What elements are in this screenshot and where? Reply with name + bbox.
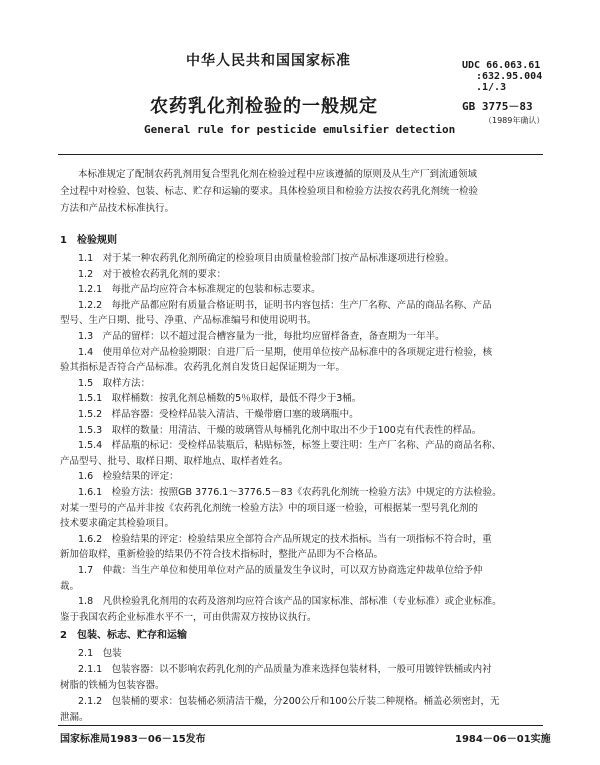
clause-line: 型号、生产日期、批号、净重、产品标准编号和使用说明书。 [60,315,317,327]
clause-line: 鉴于我国农药企业标准水平不一，可由供需双方按协议执行。 [60,611,317,623]
standard-type: 中华人民共和国国家标准 [186,53,351,69]
clause-line: 2.1 包装 [78,648,122,659]
udc-line: UDC 66.063.61 [462,60,541,71]
clause-line: 产品型号、批号、取样日期、取样地点、取样者姓名。 [60,455,289,467]
clause-line: 2.1.2 包装桶的要求：包装桶必须清洁干燥，分200公斤和100公斤装二种规格。桶盖必须密封，无 [78,696,500,707]
clause-line: 技术要求确定其检验项目。 [60,518,175,530]
document-title: 农药乳化剂检验的一般规定 [150,96,378,117]
udc-line: :632.95.004 [476,71,543,82]
clause-line: 1.6.1 检验方法：按照GB 3776.1～3776.5－83《农药乳化剂统一检验方法》中规定的方法检验。 [78,487,502,498]
effective-date: 1984－06－01实施 [455,734,551,745]
clause-line: 1.5.3 取样的数量：用清洁、干燥的玻璃管从每桶乳化剂中取出不少于100克有代表性的样品。 [78,424,482,436]
clause-line: 1.1 对于某一种农药乳化剂所确定的检验项目由质量检验部门按产品标准逐项进行检验。 [78,253,455,264]
clause-line: 1.7 仲裁：当生产单位和使用单位对产品的质量发生争议时，可以双方协商选定仲裁单位给予仲 [78,565,483,576]
clause-line: 1.3 产品的留样：以不超过混合槽容量为一批，每批均应留样备查，备查期为一年半。 [78,331,445,342]
clause-line: 1.6 检验结果的评定： [78,471,179,483]
clause-line: 树脂的铁桶为包装容器。 [60,680,165,691]
clause-line: 验其指标是否符合产品标准。农药乳化剂自发货日起保证期为一年。 [60,362,346,374]
clause-line: 1.4 使用单位对产品检验期限：自进厂后一星期，使用单位按产品标准中的各项规定进行检验，核 [78,346,493,358]
clause-line: 1.6.2 检验结果的评定：检验结果应全部符合产品所规定的技术指标。当有一项指标不符合时，重 [78,533,492,545]
clause-line: 裁。 [60,580,80,592]
section-heading: 1 检验规则 [60,235,117,246]
footer-divider [58,725,543,726]
confirmed-year: （1989年确认） [484,116,545,125]
clause-line: 1.5.2 样品容器：受检样品装入清洁、干燥带磨口塞的玻璃瓶中。 [78,409,359,420]
issue-date: 国家标准局1983－06－15发布 [60,734,206,745]
clause-line: 1.5 取样方法： [78,377,151,389]
clause-line: 1.5.1 取样桶数：按乳化剂总桶数的5％取样，最低不得少于3桶。 [78,393,362,405]
intro-line: 本标准规定了配制农药乳剂用复合型乳化剂在检验过程中应该遵循的原则及从生产厂到流通领域 [78,169,478,180]
clause-line: 1.2.1 每批产品均应符合本标准规定的包装和标志要求。 [78,284,321,296]
udc-code [462,60,542,93]
clause-line: 2.1.1 包装容器：以不影响农药乳化剂的产品质量为准来选择包装材料，一般可用镀锌铁桶或内衬 [78,664,492,675]
clause-line: 新加倍取样，重新检验的结果仍不符合技术指标时，整批产品即为不合格品。 [60,549,384,561]
intro-line: 全过程中对检验、包装、标志、贮存和运输的要求。具体检验项目和检验方法按农药乳化剂统一检验 [60,186,479,197]
header-divider [58,154,543,155]
gb-code: GB 3775－83 [462,100,533,113]
clause-line: 泄漏。 [60,712,89,723]
clause-line: 1.5.4 样品瓶的标记：受检样品装瓶后，粘贴标签，标签上要注明：生产厂名称、产品的商品名称、 [78,440,502,452]
section-heading: 2 包装、标志、贮存和运输 [60,630,187,641]
intro-line: 方法和产品技术标准执行。 [60,203,175,214]
udc-line: .1/.3 [476,82,507,93]
clause-line: 1.2.2 每批产品都应附有质量合格证明书，证明书内容包括：生产厂名称、产品的商品名称、产品 [78,299,492,311]
clause-line: 1.8 凡供检验乳化剂用的农药及溶剂均应符合该产品的国家标准、部标准（专业标准）或企业标准。 [78,596,502,608]
document-title-english: General rule for pesticide emulsifier detection [144,123,456,136]
clause-line: 1.2 对于被检农药乳化剂的要求： [78,268,227,280]
clause-line: 对某一型号的产品并非按《农药乳化剂统一检验方法》中的项目逐一检验，可根据某一型号乳化剂的 [60,502,479,514]
